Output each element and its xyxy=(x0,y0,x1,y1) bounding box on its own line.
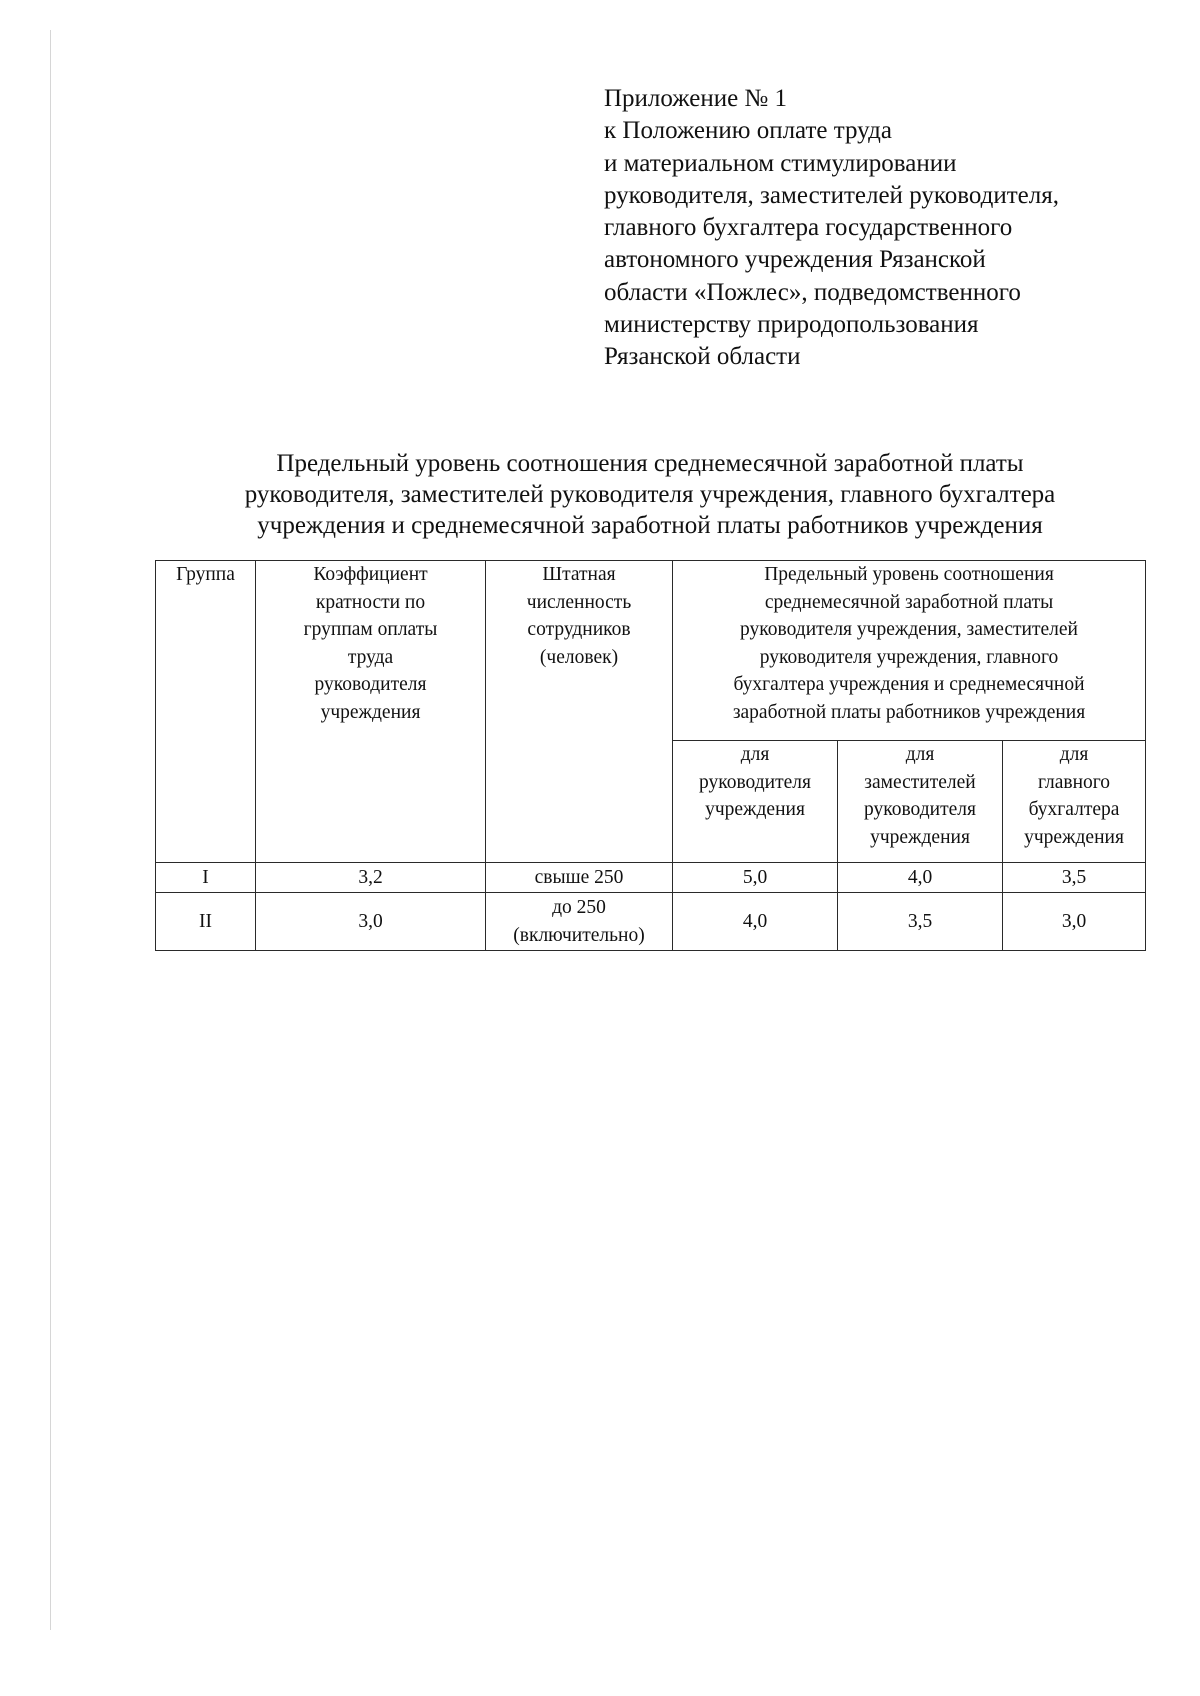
appendix-line: автономного учреждения Рязанской xyxy=(604,246,986,274)
header-line: численность xyxy=(526,591,632,613)
appendix-line: к Положению оплате труда xyxy=(604,117,892,145)
header-line: учреждения xyxy=(320,701,421,723)
header-line: заработной платы работников учреждения xyxy=(732,701,1086,723)
cell-coefficient: 3,2 xyxy=(256,863,486,893)
header-limit-level xyxy=(673,561,1146,741)
header-coefficient xyxy=(256,561,486,863)
header-line: бухгалтера xyxy=(1028,799,1120,820)
appendix-line: главного бухгалтера государственного xyxy=(604,214,1013,242)
header-line: сотрудников xyxy=(527,619,631,640)
header-line: учреждения xyxy=(1024,826,1124,848)
header-for-accountant xyxy=(1003,741,1146,863)
header-line: главного xyxy=(1037,771,1111,793)
header-line: Предельный уровень соотношения xyxy=(764,564,1054,585)
appendix-block xyxy=(604,83,1164,374)
cell-deputies-ratio: 4,0 xyxy=(838,863,1003,893)
appendix-line: и материальном стимулировании xyxy=(604,149,957,177)
header-for-head xyxy=(673,741,838,863)
appendix-line: министерству природопользования xyxy=(604,311,979,339)
header-line: (человек) xyxy=(539,646,619,668)
table-row xyxy=(156,893,1146,951)
header-line: группам оплаты xyxy=(303,619,438,640)
appendix-line: руководителя, заместителей руководителя, xyxy=(604,181,1059,209)
header-line: кратности по xyxy=(315,591,426,613)
header-group xyxy=(156,561,256,863)
cell-head-ratio: 5,0 xyxy=(673,863,838,893)
appendix-line: Рязанской области xyxy=(604,343,801,371)
cell-line: (включительно) xyxy=(513,924,645,946)
header-staff xyxy=(486,561,673,863)
header-line: руководителя учреждения, заместителей xyxy=(740,619,1078,640)
title-line: руководителя, заместителей руководителя учреждения, главного бухгалтера xyxy=(244,481,1056,508)
header-line: для xyxy=(905,744,935,765)
document-title xyxy=(150,448,1150,541)
header-line: заместителей xyxy=(864,771,976,793)
table-row xyxy=(156,863,1146,893)
cell-group: II xyxy=(156,893,256,951)
salary-ratio-table xyxy=(155,560,1146,951)
header-line: Штатная xyxy=(542,564,616,585)
header-line: бухгалтера учреждения и среднемесячной xyxy=(733,674,1085,695)
header-line: учреждения xyxy=(705,799,805,820)
header-line: Коэффициент xyxy=(313,564,428,585)
appendix-line: Приложение № 1 xyxy=(604,85,788,112)
header-line: руководителя xyxy=(699,771,811,793)
header-line: среднемесячной заработной платы xyxy=(764,591,1054,613)
cell-accountant-ratio: 3,0 xyxy=(1003,893,1146,951)
header-line: для xyxy=(740,744,770,765)
header-line: Группа xyxy=(176,564,235,585)
cell-accountant-ratio: 3,5 xyxy=(1003,863,1146,893)
cell-head-ratio: 4,0 xyxy=(673,893,838,951)
appendix-line: области «Пожлес», подведомственного xyxy=(604,278,1021,306)
scan-edge-line xyxy=(50,30,51,1630)
header-line: руководителя xyxy=(864,799,976,820)
title-line: учреждения и среднемесячной заработной платы работников учреждения xyxy=(257,512,1043,539)
cell-group: I xyxy=(156,863,256,893)
header-line: руководителя учреждения, главного xyxy=(759,646,1059,668)
cell-line: свыше 250 xyxy=(534,866,624,888)
cell-coefficient: 3,0 xyxy=(256,893,486,951)
title-line: Предельный уровень соотношения среднемесячной заработной платы xyxy=(276,450,1024,477)
cell-staff xyxy=(486,893,673,951)
cell-line: до 250 xyxy=(552,897,606,918)
cell-deputies-ratio: 3,5 xyxy=(838,893,1003,951)
header-for-deputies xyxy=(838,741,1003,863)
header-line: труда xyxy=(347,646,394,668)
header-line: учреждения xyxy=(870,826,970,848)
cell-staff xyxy=(486,863,673,893)
table-header-row xyxy=(156,561,1146,741)
header-line: руководителя xyxy=(314,674,427,695)
header-line: для xyxy=(1059,744,1089,765)
